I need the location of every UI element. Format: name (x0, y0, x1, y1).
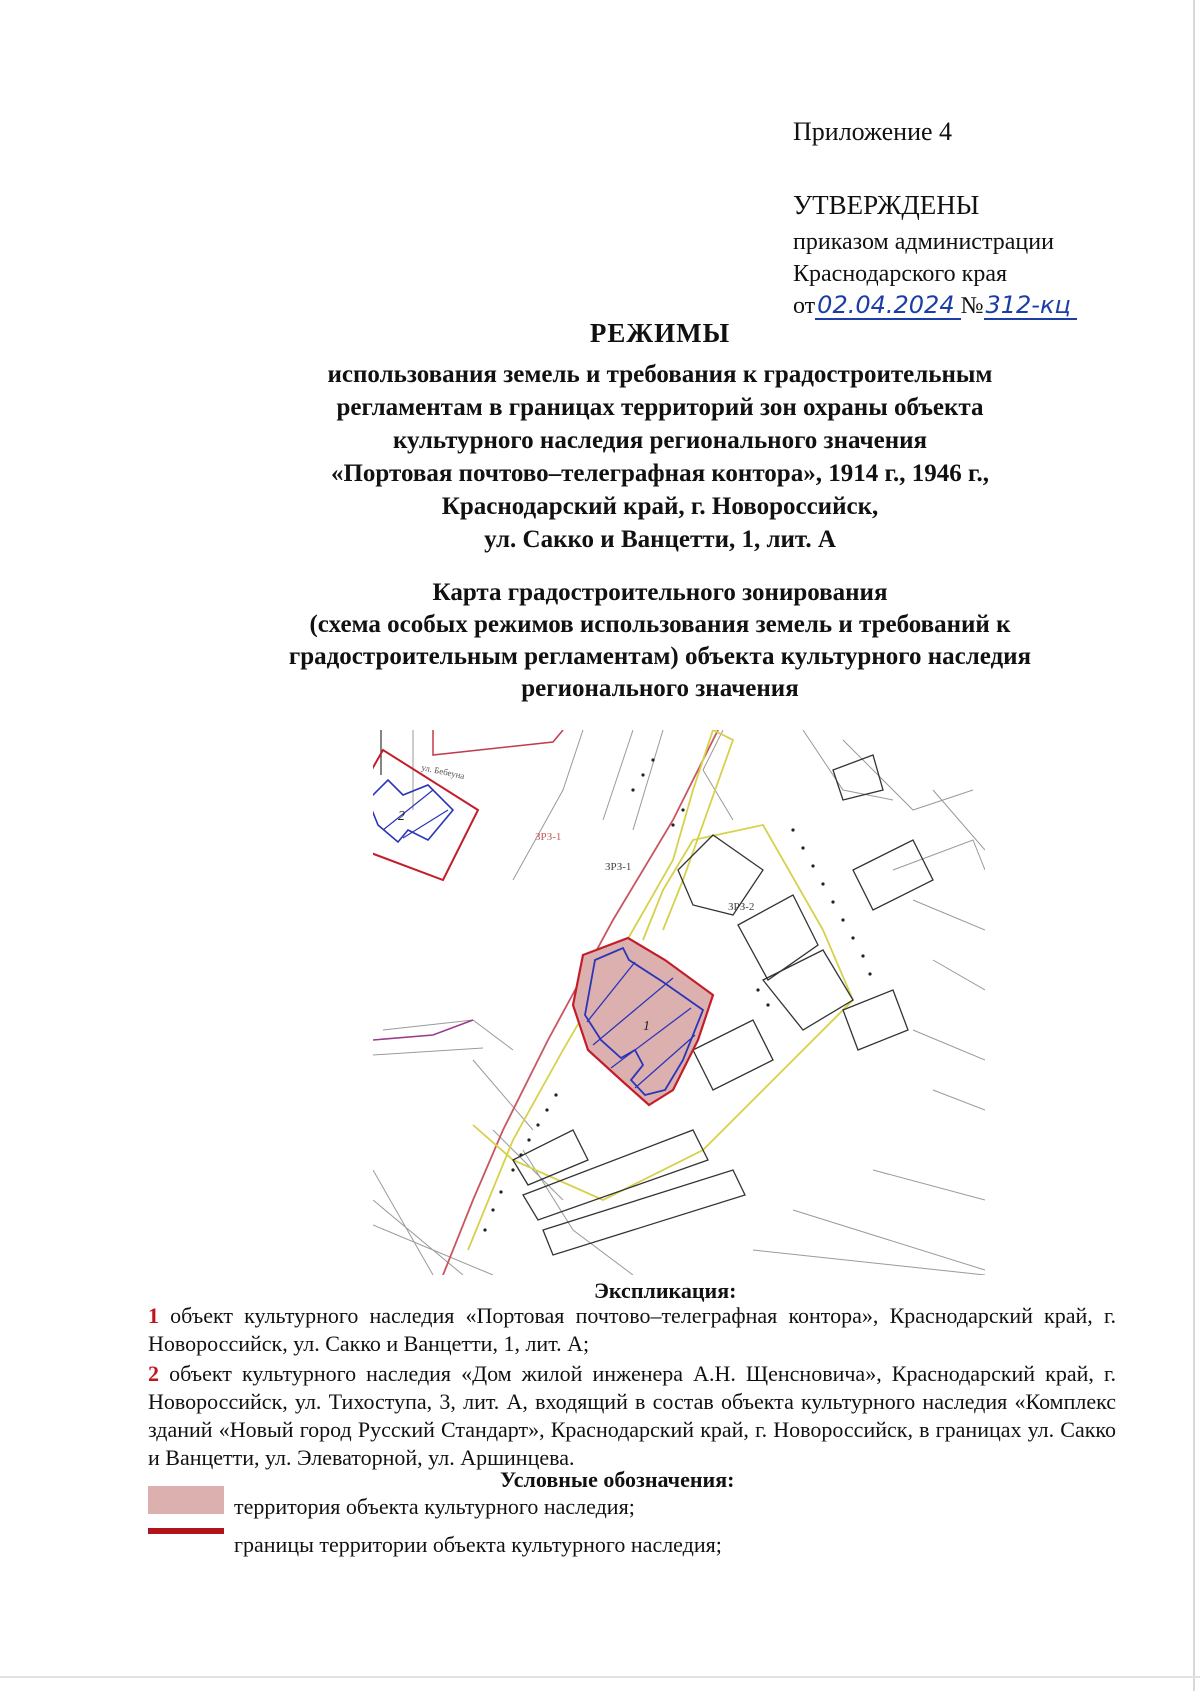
object-2-hatch (383, 790, 448, 838)
page-edge-right (1193, 0, 1195, 1691)
object-2-number: 2 (398, 809, 405, 824)
date-prefix: от (793, 293, 816, 319)
legend-text-boundary: границы территории объекта культурного наследия; (234, 1532, 722, 1557)
order-line-1: приказом администрации (793, 229, 1054, 255)
street-label: ул. Бебеуна (420, 762, 466, 782)
legend-swatch-territory (148, 1486, 224, 1514)
subtitle-line: ул. Сакко и Ванцетти, 1, лит. А (484, 526, 836, 553)
legend-swatch-boundary (148, 1528, 224, 1534)
explication-number: 1 (148, 1303, 159, 1328)
explication-item-2 (148, 1360, 1116, 1472)
red-boundary-top (433, 730, 563, 755)
document-subtitle (230, 358, 1090, 556)
zone-label-zrz2: ЗРЗ-2 (728, 901, 755, 913)
explication-text: объект культурного наследия «Портовая почтово–телеграфная контора», Краснодарский край, г. Новороссийск, ул. Сакко и Ванцетти, 1, лит. А; (148, 1303, 1116, 1356)
page-edge-bottom (0, 1676, 1200, 1678)
subtitle-line: Краснодарский край, г. Новороссийск, (441, 493, 879, 520)
order-line-2: Краснодарского края (793, 261, 1008, 287)
handwritten-date: 02.04.2024 (815, 292, 960, 320)
map-title (230, 577, 1090, 705)
explication-number: 2 (148, 1361, 159, 1386)
appendix-label: Приложение 4 (793, 117, 953, 146)
zoning-map (373, 730, 985, 1275)
explication-heading: Экспликация: (594, 1278, 737, 1303)
subtitle-line: «Портовая почтово–телеграфная контора», 1914 г., 1946 г., (330, 460, 990, 487)
subtitle-line: регламентам в границах территорий зон охраны объекта (336, 394, 984, 421)
document-title: РЕЖИМЫ (589, 318, 731, 348)
handwritten-number: 312-кц (984, 292, 1077, 320)
subtitle-line: использования земель и требования к градостроительным (327, 361, 993, 388)
map-title-line: регионального значения (521, 675, 799, 702)
zoning-map-svg (373, 730, 985, 1275)
approved-label: УТВЕРЖДЕНЫ (793, 190, 980, 220)
map-title-line: Карта градостроительного зонирования (432, 579, 888, 606)
zone-label-zrz1-a: ЗРЗ-1 (535, 831, 562, 843)
purple-line (373, 1020, 473, 1040)
object-1-number: 1 (643, 1019, 650, 1034)
explication-item-1 (148, 1302, 1116, 1358)
legend-text-territory: территория объекта культурного наследия; (234, 1494, 635, 1519)
map-title-line: градостроительным регламентам) объекта культурного наследия (288, 643, 1032, 670)
explication-text: объект культурного наследия «Дом жилой инженера А.Н. Щенсновича», Краснодарский край, г. Новороссийск, ул. Тихоступа, 3, лит. А, входящий в состав объекта культурного наследия «Комплекс зданий «Новый город Русский Стандарт», Краснодарский край, г. Новороссийск, в границах ул. Сакко и Ванцетти, ул. Элеваторной, ул. Аршинцева. (148, 1361, 1116, 1470)
map-title-line: (схема особых режимов использования земель и требований к (309, 611, 1011, 638)
number-sign: № (960, 293, 984, 319)
zone-label-zrz1-b: ЗРЗ-1 (605, 861, 632, 873)
legend-heading: Условные обозначения: (500, 1467, 735, 1492)
subtitle-line: культурного наследия регионального значения (392, 427, 928, 454)
